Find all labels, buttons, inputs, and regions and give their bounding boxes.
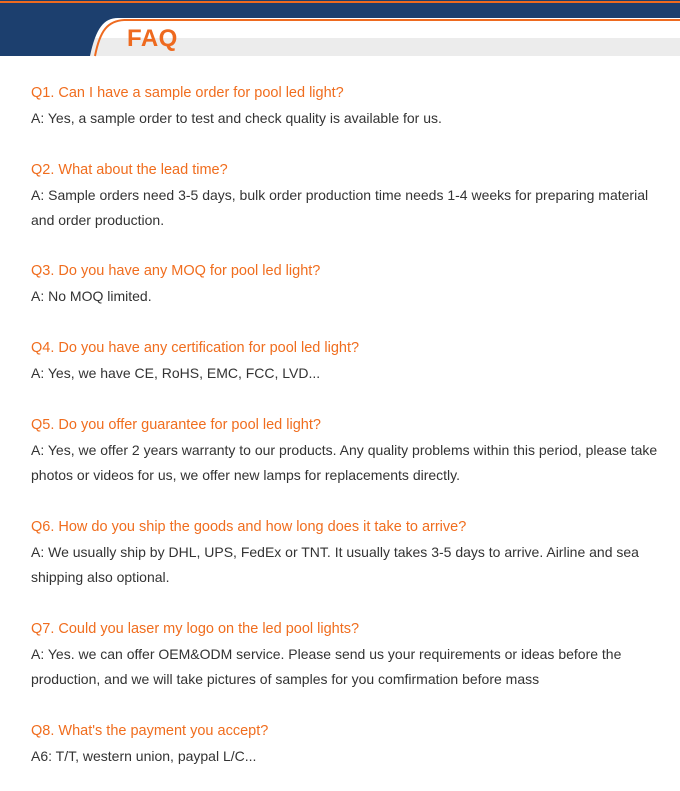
faq-answer: A: No MOQ limited. xyxy=(31,288,152,304)
faq-list xyxy=(31,82,671,769)
faq-answer: A: Yes, a sample order to test and check quality is available for us. xyxy=(31,110,442,126)
faq-item-6 xyxy=(31,516,671,590)
faq-header xyxy=(0,0,680,62)
faq-question: Q4. Do you have any certification for pool led light? xyxy=(31,340,360,356)
faq-answer: A: Yes. we can offer OEM&ODM service. Please send us your requirements or ideas before the production, and we will take pictures of samples for you comfirmation before mass xyxy=(31,646,622,687)
faq-question: Q5. Do you offer guarantee for pool led light? xyxy=(31,417,321,433)
faq-answer: A: Yes, we have CE, RoHS, EMC, FCC, LVD... xyxy=(31,365,321,381)
faq-question: Q8. What's the payment you accept? xyxy=(31,723,269,739)
faq-item-1 xyxy=(31,82,671,131)
header-banner-graphic xyxy=(0,0,680,62)
faq-question: Q2. What about the lead time? xyxy=(31,162,228,178)
faq-item-2 xyxy=(31,159,671,233)
faq-answer: A: We usually ship by DHL, UPS, FedEx or TNT. It usually takes 3-5 days to arrive. Airline and sea shipping also optional. xyxy=(31,544,639,585)
faq-item-5 xyxy=(31,414,671,488)
faq-item-7 xyxy=(31,618,671,692)
faq-answer: A: Sample orders need 3-5 days, bulk order production time needs 1-4 weeks for preparing material and order production. xyxy=(31,187,649,228)
faq-item-8 xyxy=(31,720,671,769)
faq-item-4 xyxy=(31,337,671,386)
faq-answer: A6: T/T, western union, paypal L/C... xyxy=(31,748,257,764)
faq-answer: A: Yes, we offer 2 years warranty to our products. Any quality problems within this period, please take photos or videos for us, we offer new lamps for replacements directly. xyxy=(31,442,658,483)
faq-item-3 xyxy=(31,260,671,309)
page-title: FAQ xyxy=(127,25,178,52)
faq-question: Q6. How do you ship the goods and how long does it take to arrive? xyxy=(31,519,467,535)
faq-question: Q7. Could you laser my logo on the led pool lights? xyxy=(31,621,360,637)
faq-question: Q1. Can I have a sample order for pool led light? xyxy=(31,85,344,101)
faq-question: Q3. Do you have any MOQ for pool led light? xyxy=(31,263,321,279)
